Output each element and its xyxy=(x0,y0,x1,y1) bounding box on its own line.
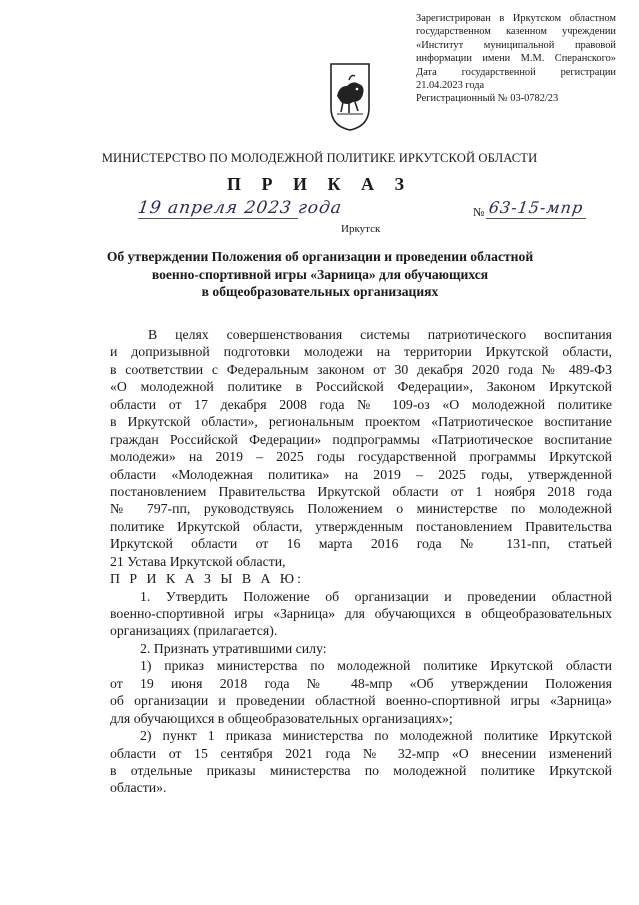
handwritten-number: 63-15-мпр xyxy=(487,198,585,217)
body-line: 2) пункт 1 приказа министерства по молодежной политике Иркутской xyxy=(140,728,612,744)
handwritten-date: 19 апреля 2023 года xyxy=(136,198,344,218)
body-line: в отдельные приказы министерства по молодежной политике Иркутской xyxy=(110,762,612,778)
body-line: военно-спортивной игры «Зарница» для обучающихся в общеобразовательных xyxy=(110,606,612,621)
number-underline xyxy=(486,218,586,219)
coat-of-arms-icon xyxy=(329,56,371,132)
body-line: и допризывной подготовки молодежи на территории Иркутской области, xyxy=(110,344,612,360)
document-type: П Р И К А З xyxy=(226,174,413,194)
body-line: в Иркутской области», региональным проектом «Патриотическое воспитание xyxy=(110,414,612,430)
body-line: политике Иркутской области, утвержденным постановлением Правительства xyxy=(110,518,612,534)
body-line: 2. Признать утратившими силу: xyxy=(140,640,327,656)
title-line: Об утверждении Положения об организации и проведении областной xyxy=(106,249,534,264)
body-line: в соответствии с Федеральным законом от 30 декабря 2020 года № 489-ФЗ xyxy=(110,361,612,377)
body-line: постановлением Правительства Иркутской области от 1 ноября 2018 года xyxy=(110,483,612,499)
title-line: в общеобразовательных организациях xyxy=(201,284,439,300)
registration-line: «Институт муниципальной правовой xyxy=(416,39,616,51)
document-body xyxy=(110,326,612,797)
registration-line: Дата государственной регистрации xyxy=(416,66,616,78)
body-line: 1) приказ министерства по молодежной политике Иркутской области xyxy=(140,658,612,674)
body-line: № 797-пп, руководствуясь Положением о министерстве по молодежной xyxy=(110,501,612,517)
registration-stamp xyxy=(416,12,616,106)
body-line: Иркутской области от 16 марта 2016 года № 131-пп, статьей xyxy=(110,536,612,552)
number-sign: № xyxy=(473,205,485,219)
body-line: об организации и проведении областной военно-спортивной игры «Зарница» xyxy=(110,693,612,709)
body-line: граждан Российской Федерации» подпрограммы «Патриотическое воспитание xyxy=(110,431,612,447)
body-line: области». xyxy=(110,780,167,796)
body-line: молодежи» на 2019 – 2025 годы государственной программы Иркутской xyxy=(110,449,612,465)
registration-line: информации имени М.М. Сперанского» xyxy=(416,53,616,65)
body-line: для обучающихся в общеобразовательных организациях»; xyxy=(110,710,453,726)
order-word: П Р И К А З Ы В А Ю: xyxy=(110,571,304,587)
registration-date: 21.04.2023 года xyxy=(416,80,485,92)
body-line: области «Молодежная политика» на 2019 – 2025 годы, утвержденной xyxy=(110,466,612,482)
body-line: «О молодежной политике в Российской Федерации», Законом Иркутской xyxy=(110,379,612,395)
city-name: Иркутск xyxy=(341,223,381,235)
body-line: от 19 июня 2018 года № 48-мпр «Об утверждении Положения xyxy=(110,675,612,691)
date-underline xyxy=(138,218,298,219)
body-line: 1. Утвердить Положение об организации и проведении областной xyxy=(140,588,612,604)
registration-line: государственном казенном учреждении xyxy=(416,26,616,38)
body-line: области от 15 сентября 2021 года № 32-мпр «О внесении изменений xyxy=(110,745,612,761)
registration-number: Регистрационный № 03-0782/23 xyxy=(416,93,559,105)
ministry-name: МИНИСТЕРСТВО ПО МОЛОДЕЖНОЙ ПОЛИТИКЕ ИРКУТСКОЙ ОБЛАСТИ xyxy=(101,151,538,165)
body-line: области от 17 декабря 2008 года № 109-оз «О молодежной политике xyxy=(110,396,612,412)
document-title xyxy=(100,248,540,301)
body-line: В целях совершенствования системы патриотического воспитания xyxy=(148,327,612,342)
body-line: организациях (прилагается). xyxy=(110,623,278,639)
title-line: военно-спортивной игры «Зарница» для обучающихся xyxy=(151,266,489,282)
body-line: 21 Устава Иркутской области, xyxy=(110,553,286,569)
registration-line: Зарегистрирован в Иркутском областном xyxy=(416,13,616,24)
